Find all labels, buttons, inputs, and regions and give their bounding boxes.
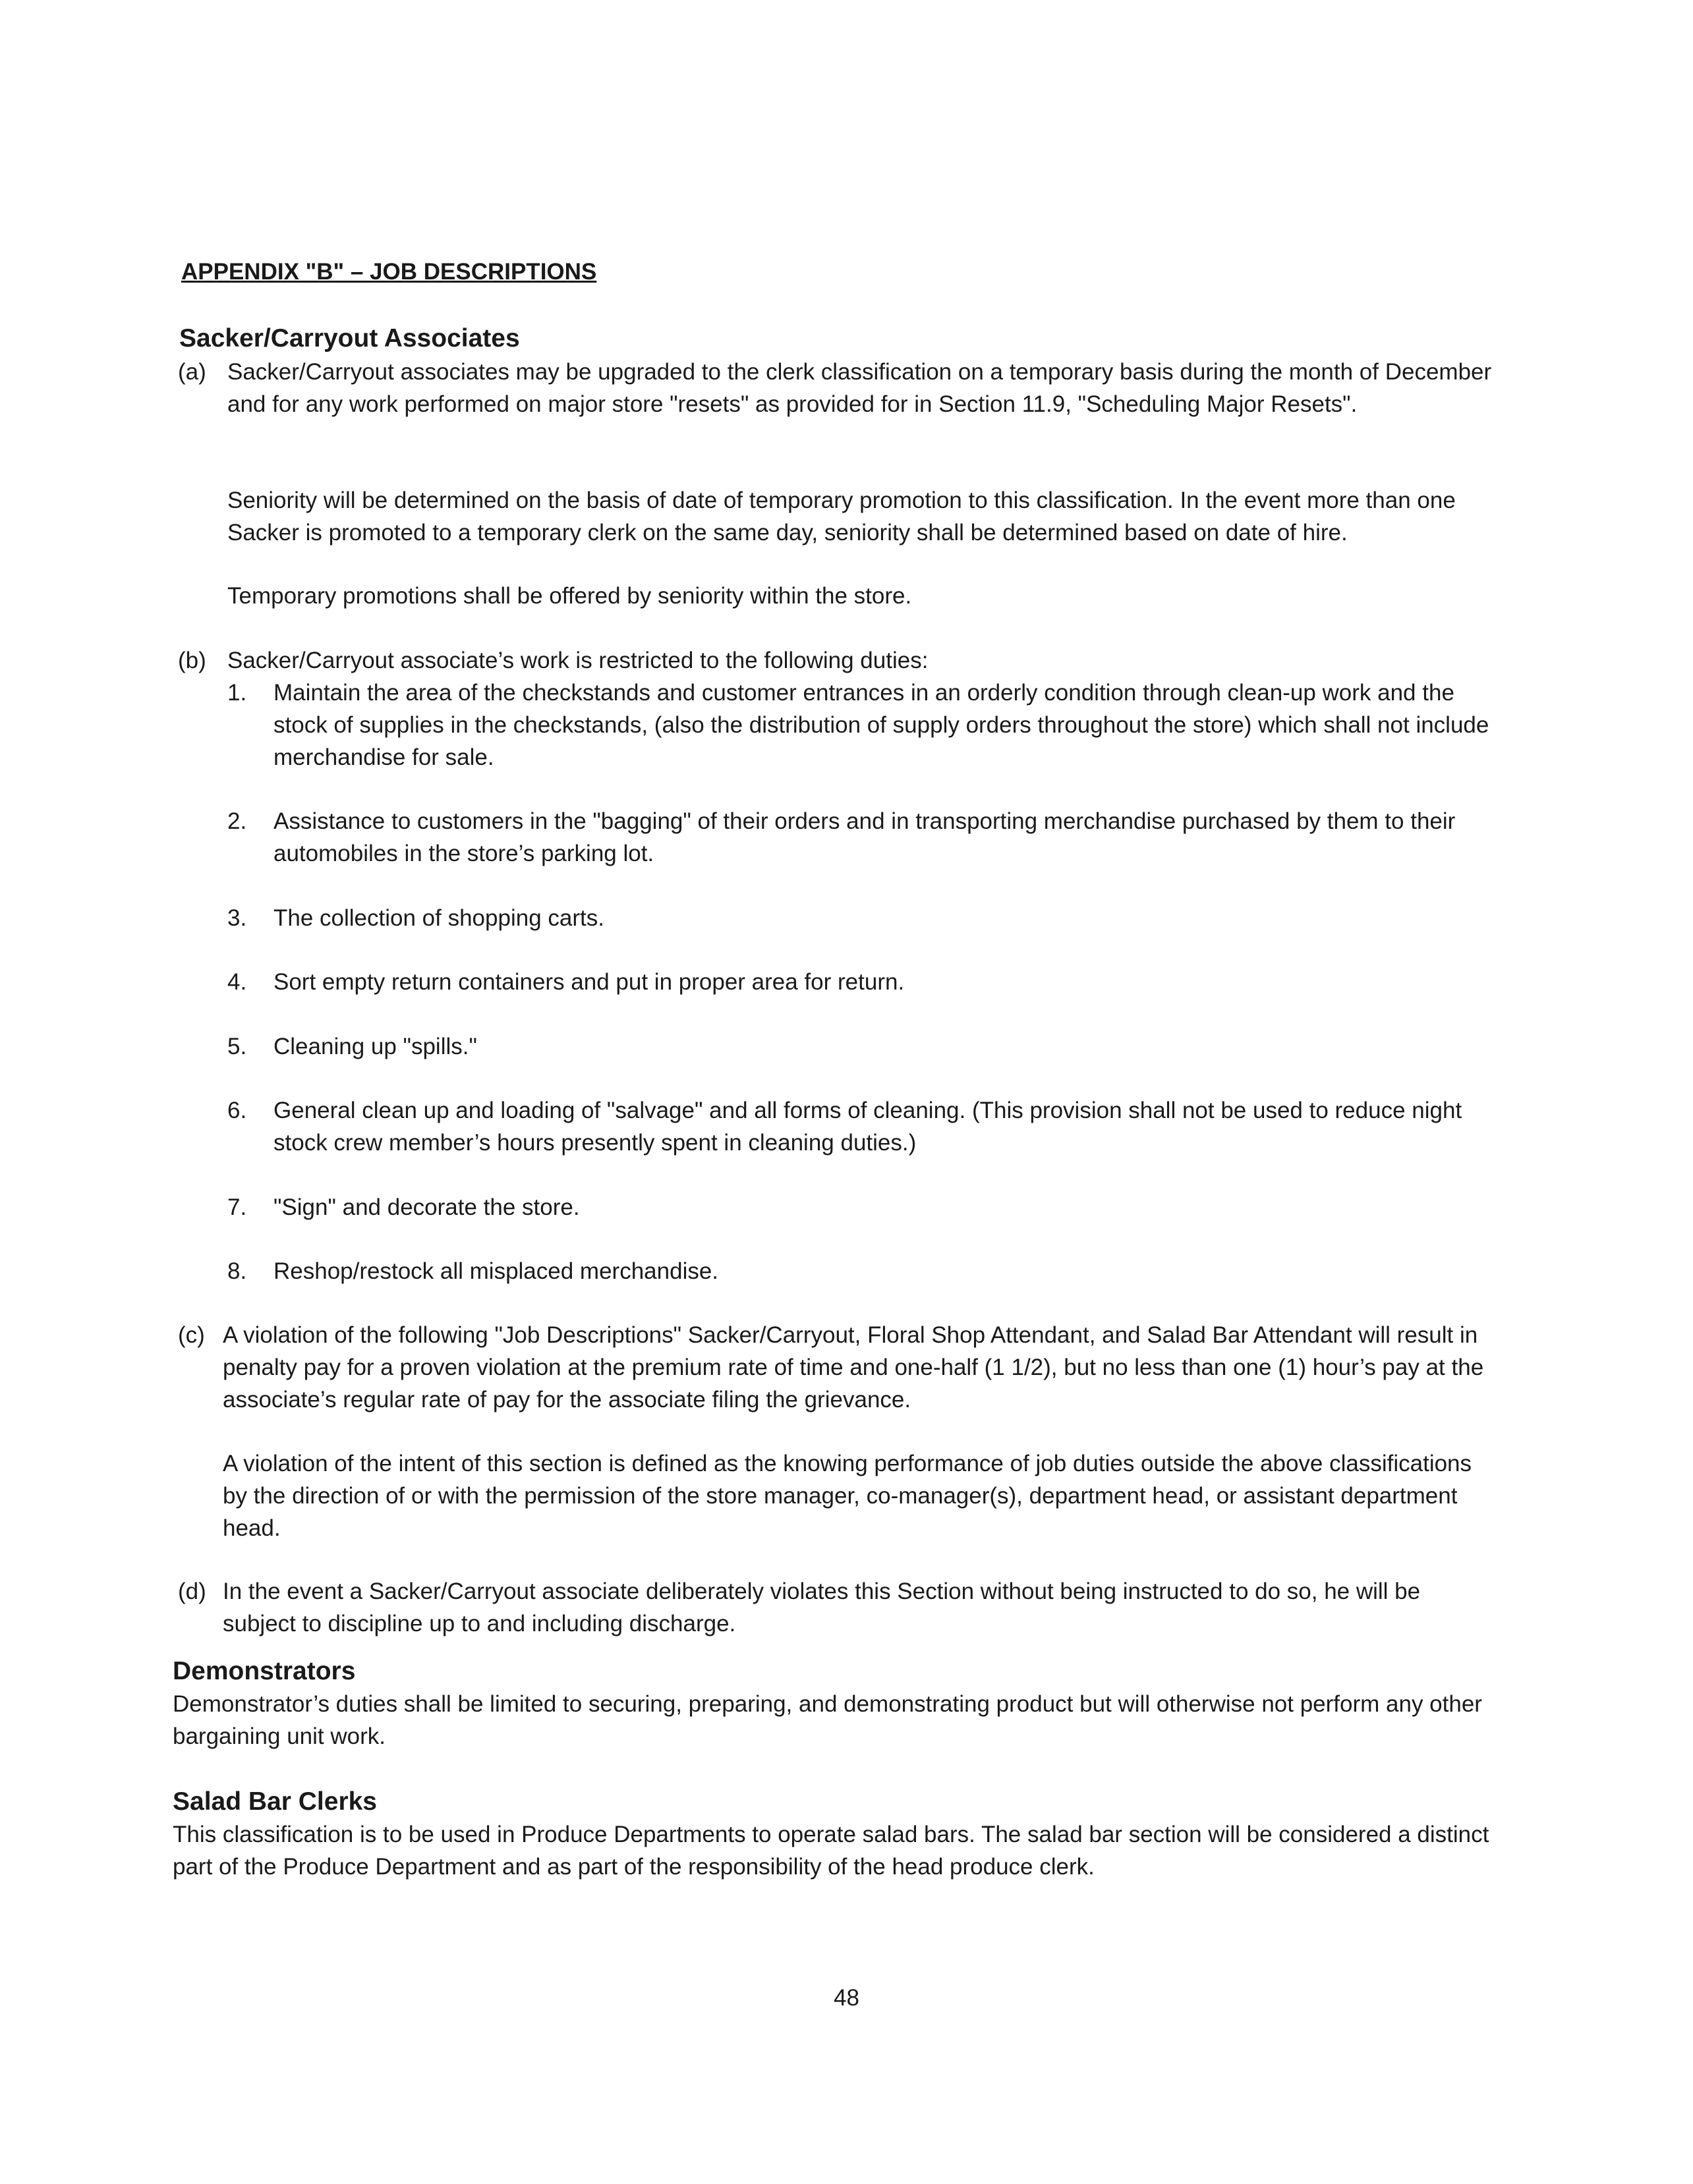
paragraph-a-2: Seniority will be determined on the basis of date of temporary promotion to this classification. In the event more than one Sacker is promoted to a temporary clerk on the same day, seniority shall be determined based on date of hire. <box>227 488 1456 546</box>
salad-bar-text: This classification is to be used in Produce Departments to operate salad bars. The salad bar section will be considered a distinct part of the Produce Department and as part of the responsibility of the head produce clerk. <box>173 1822 1489 1880</box>
duty-item-1: Maintain the area of the checkstands and customer entrances in an orderly condition through clean-up work and the stock of supplies in the checkstands, (also the distribution of supply orders throughout the store) which shall not include merchandise for sale. <box>273 680 1489 770</box>
item-marker-a: (a) <box>178 359 206 385</box>
duty-item-4: Sort empty return containers and put in proper area for return. <box>273 969 905 995</box>
duty-number-6: 6. <box>227 1098 247 1123</box>
duty-item-6: General clean up and loading of "salvage" and all forms of cleaning. (This provision shall not be used to reduce night stock crew member’s hours presently spent in cleaning duties.) <box>273 1098 1462 1156</box>
paragraph-c-2: A violation of the intent of this section is defined as the knowing performance of job duties outside the above classifications by the direction of or with the permission of the store manager, co-manager(s), department head, or assistant department head. <box>223 1451 1472 1541</box>
duty-number-8: 8. <box>227 1258 247 1284</box>
duty-item-3: The collection of shopping carts. <box>273 905 604 931</box>
demonstrators-text: Demonstrator’s duties shall be limited to securing, preparing, and demonstrating product but will otherwise not perform any other bargaining unit work. <box>173 1691 1482 1749</box>
page-number: 48 <box>834 1985 859 2011</box>
duty-number-2: 2. <box>227 808 247 834</box>
appendix-title: APPENDIX "B" – JOB DESCRIPTIONS <box>181 259 597 285</box>
paragraph-a-1: Sacker/Carryout associates may be upgraded to the clerk classification on a temporary basis during the month of December and for any work performed on major store "resets" as provided for in Section 11.9, "Scheduling Major Resets". <box>227 359 1492 417</box>
duty-number-7: 7. <box>227 1194 247 1220</box>
duty-number-3: 3. <box>227 905 247 931</box>
paragraph-a-3: Temporary promotions shall be offered by seniority within the store. <box>227 583 912 609</box>
paragraph-c-1: A violation of the following "Job Descriptions" Sacker/Carryout, Floral Shop Attendant, and Salad Bar Attendant will result in penalty pay for a proven violation at the premium rate of time and one-half (1 1/2), but no less than one (1) hour’s pay at the associate’s regular rate of pay for the associate filing the grievance. <box>223 1322 1484 1413</box>
item-marker-b: (b) <box>178 648 206 673</box>
section-heading-sacker: Sacker/Carryout Associates <box>179 324 520 352</box>
duty-item-2: Assistance to customers in the "bagging" of their orders and in transporting merchandise purchased by them to their automobiles in the store’s parking lot. <box>273 808 1456 866</box>
item-marker-c: (c) <box>178 1322 205 1348</box>
duty-item-7: "Sign" and decorate the store. <box>273 1194 580 1220</box>
item-marker-d: (d) <box>178 1579 206 1604</box>
duty-number-1: 1. <box>227 680 247 706</box>
duty-item-8: Reshop/restock all misplaced merchandise. <box>273 1258 719 1284</box>
section-heading-demonstrators: Demonstrators <box>173 1657 356 1685</box>
duty-item-5: Cleaning up "spills." <box>273 1034 477 1059</box>
section-heading-salad-bar: Salad Bar Clerks <box>173 1787 378 1816</box>
duty-number-5: 5. <box>227 1034 247 1059</box>
paragraph-d-1: In the event a Sacker/Carryout associate deliberately violates this Section without being instructed to do so, he will be subject to discipline up to and including discharge. <box>223 1579 1421 1637</box>
paragraph-b-intro: Sacker/Carryout associate’s work is restricted to the following duties: <box>227 648 929 673</box>
duty-number-4: 4. <box>227 969 247 995</box>
